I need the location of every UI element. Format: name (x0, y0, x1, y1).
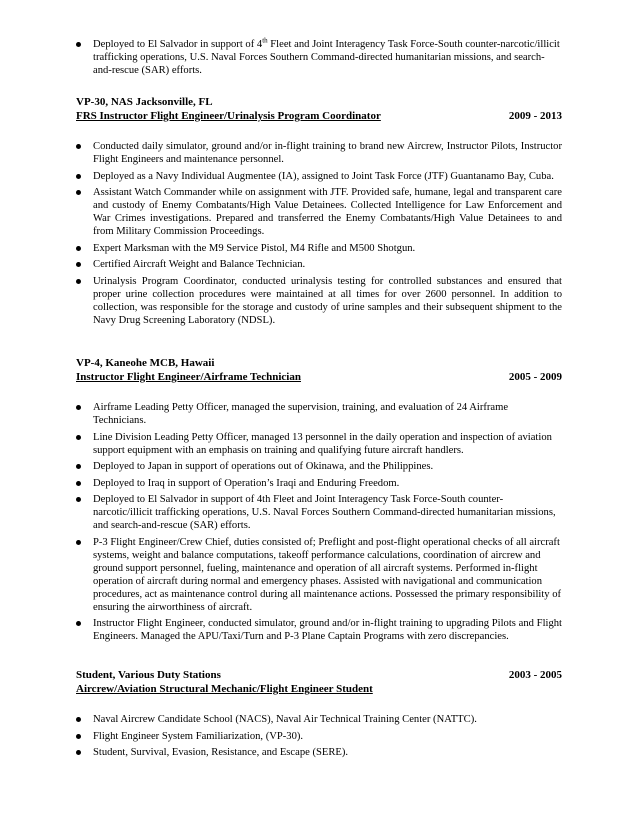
position-title: FRS Instructor Flight Engineer/Urinalysis Program Coordinator (76, 110, 381, 122)
bullet-list (76, 140, 562, 327)
continued-bullets (76, 38, 562, 81)
section-student (76, 668, 562, 763)
bullet-text: Airframe Leading Petty Officer, managed the supervision, training, and evaluation of 24 Airframe Technicians. (93, 402, 509, 426)
bullet-item (76, 746, 562, 759)
bullet-item (76, 713, 562, 726)
bullet-list (76, 401, 562, 643)
bullet-dot-icon (76, 540, 81, 545)
bullet-text-pre: Deployed to El Salvador in support of 4 (93, 39, 263, 50)
organization-heading: VP-30, NAS Jacksonville, FL (76, 96, 213, 108)
bullet-item (76, 242, 562, 255)
bullet-text: Conducted daily simulator, ground and/or in-flight training to brand new Aircrew, Instructor Pilots, Instructor Flight Engineers and maintenance personnel. (93, 141, 562, 165)
bullet-text: Deployed to Japan in support of operations out of Okinawa, and the Philippines. (93, 461, 434, 472)
position-row (76, 682, 562, 696)
bullet-text: P-3 Flight Engineer/Crew Chief, duties consisted of; Preflight and post-flight operational checks of all aircraft systems, weight and balance computations, takeoff performance calculations, coordination of aircrew and ground support personnel, fueling, maintenance and operation of all aircraft systems. Performed in-flight operation of aircraft during normal and emergency phases. Assisted with navigational and communication procedures, act as maintenance control during all maintenance actions. Possessed the primary responsibility of ensuring the airworthiness of aircraft. (93, 536, 562, 613)
bullet-text: Instructor Flight Engineer, conducted simulator, ground and/or in-flight training to upgrading Pilots and Flight Engineers. Managed the APU/Taxi/Turn and P-3 Plane Captain Programs with zero discrepancies. (93, 618, 562, 642)
bullet-text: Assistant Watch Commander while on assignment with JTF. Provided safe, humane, legal and transparent care and custody of Enemy Combatants/High Value Detainees. Collected Intelligence for Law Enforcement and War Crimes investigations. Prepared and transferred the Enemy Combatants/High Value Detainees to and from Military Commission Proceedings. (93, 187, 562, 237)
bullet-dot-icon (76, 42, 81, 47)
position-row (76, 370, 562, 384)
bullet-dot-icon (76, 190, 81, 195)
bullet-dot-icon (76, 464, 81, 469)
bullet-dot-icon (76, 497, 81, 502)
position-title: Aircrew/Aviation Structural Mechanic/Flight Engineer Student (76, 683, 373, 695)
bullet-item (76, 258, 562, 271)
section-vp4 (76, 356, 562, 647)
bullet-text: Naval Aircrew Candidate School (NACS), Naval Air Technical Training Center (NATTC). (93, 714, 477, 725)
section-vp30 (76, 95, 562, 330)
bullet-dot-icon (76, 262, 81, 267)
position-dates: 2005 - 2009 (508, 371, 562, 383)
bullet-item (76, 186, 562, 238)
bullet-item (76, 275, 562, 327)
bullet-text: Deployed to El Salvador in support of 4th Fleet and Joint Interagency Task Force-South counter-narcotic/illicit trafficking operations, U.S. Naval Forces Southern Command-directed humanitarian missions, and search-and-rescue (SAR) efforts. (93, 494, 556, 531)
bullet-item (76, 493, 562, 532)
bullet-dot-icon (76, 279, 81, 284)
bullet-dot-icon (76, 174, 81, 179)
organization-row (76, 668, 562, 682)
bullet-item (76, 617, 562, 643)
bullet-dot-icon (76, 717, 81, 722)
bullet-text: Certified Aircraft Weight and Balance Technician. (93, 259, 306, 270)
bullet-dot-icon (76, 734, 81, 739)
bullet-item (76, 536, 562, 614)
bullet-text: Student, Survival, Evasion, Resistance, and Escape (SERE). (93, 747, 349, 758)
bullet-dot-icon (76, 246, 81, 251)
bullet-item (76, 38, 562, 77)
bullet-text: Urinalysis Program Coordinator, conducted urinalysis testing for controlled substances and ensured that proper urine collection procedures were maintained at all times for over 2600 personnel. In addition to collection, was responsible for the storage and custody of urine samples and their subsequent shipment to the Navy Drug Screening Laboratory (NDSL). (93, 275, 562, 326)
bullet-dot-icon (76, 621, 81, 626)
bullet-item (76, 730, 562, 743)
position-dates: 2009 - 2013 (508, 110, 562, 122)
bullet-item (76, 477, 562, 490)
bullet-dot-icon (76, 435, 81, 440)
position-title: Instructor Flight Engineer/Airframe Technician (76, 371, 301, 383)
bullet-dot-icon (76, 144, 81, 149)
bullet-item (76, 140, 562, 166)
bullet-item (76, 170, 562, 183)
bullet-dot-icon (76, 405, 81, 410)
position-dates: 2003 - 2005 (508, 669, 562, 681)
bullet-text: Flight Engineer System Familiarization, (VP-30). (93, 730, 304, 742)
bullet-text-post: Fleet and Joint Interagency Task Force-South counter-narcotic/illicit trafficking operations, U.S. Naval Forces Southern Command-directed humanitarian missions, and search-and-rescue (SAR) efforts. (93, 39, 560, 76)
bullet-item (76, 431, 562, 457)
bullet-text: Line Division Leading Petty Officer, managed 13 personnel in the daily operation and inspection of aviation support equipment with an emphasis on training and qualifying future aircraft handlers. (93, 431, 552, 456)
organization-heading: Student, Various Duty Stations (76, 669, 221, 681)
bullet-dot-icon (76, 750, 81, 755)
bullet-text: Deployed as a Navy Individual Augmentee (IA), assigned to Joint Task Force (JTF) Guantanamo Bay, Cuba. (93, 170, 554, 182)
bullet-item (76, 460, 562, 473)
bullet-text-sup: th (262, 36, 268, 45)
bullet-text: Deployed to Iraq in support of Operation’s Iraqi and Enduring Freedom. (93, 477, 400, 489)
bullet-dot-icon (76, 481, 81, 486)
bullet-list (76, 713, 562, 759)
organization-heading: VP-4, Kaneohe MCB, Hawaii (76, 357, 215, 369)
bullet-item (76, 401, 562, 427)
position-row (76, 109, 562, 123)
bullet-text: Expert Marksman with the M9 Service Pistol, M4 Rifle and M500 Shotgun. (93, 242, 416, 254)
